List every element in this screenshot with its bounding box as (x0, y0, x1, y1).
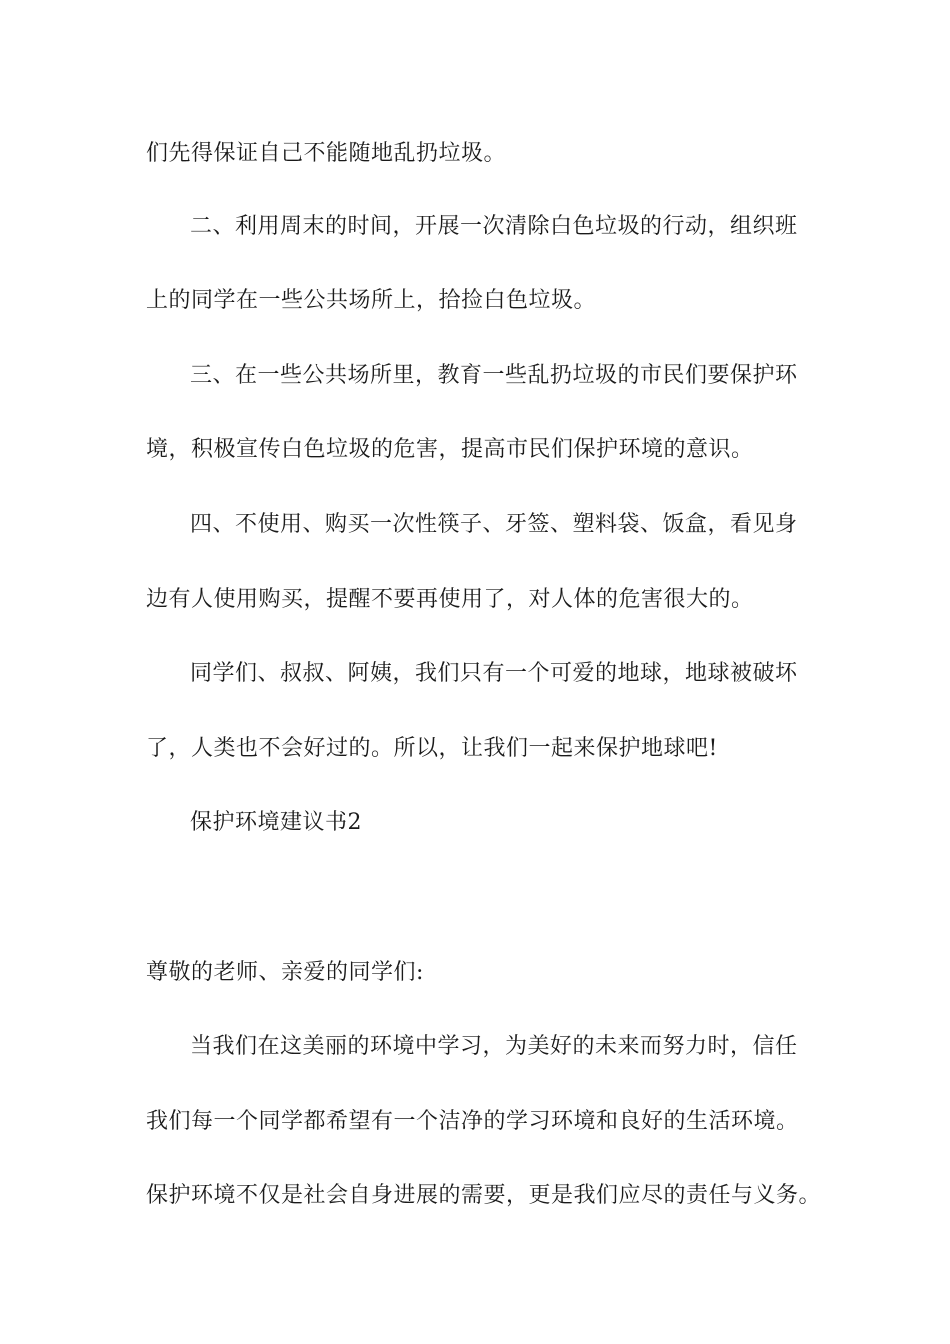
paragraph-line: 二、利用周末的时间，开展一次清除白色垃圾的行动，组织班 (190, 214, 798, 239)
paragraph-line: 四、不使用、购买一次性筷子、牙签、塑料袋、饭盒，看见身 (190, 512, 798, 537)
section-title: 保护环境建议书2 (190, 810, 362, 835)
salutation: 尊敬的老师、亲爱的同学们: (146, 960, 424, 985)
paragraph-line: 上的同学在一些公共场所上，拾捡白色垃圾。 (146, 288, 597, 313)
paragraph-line: 们先得保证自己不能随地乱扔垃圾。 (146, 141, 507, 166)
paragraph-line: 当我们在这美丽的环境中学习，为美好的未来而努力时，信任 (190, 1034, 798, 1059)
paragraph-line: 了，人类也不会好过的。所以，让我们一起来保护地球吧! (146, 736, 718, 761)
paragraph-line: 我们每一个同学都希望有一个洁净的学习环境和良好的生活环境。 (146, 1109, 799, 1134)
paragraph-line: 境，积极宣传白色垃圾的危害，提高市民们保护环境的意识。 (146, 437, 754, 462)
paragraph-line: 保护环境不仅是社会自身进展的需要，更是我们应尽的责任与义务。 (146, 1183, 822, 1208)
paragraph-line: 同学们、叔叔、阿姨，我们只有一个可爱的地球，地球被破坏 (190, 661, 798, 686)
paragraph-line: 三、在一些公共场所里，教育一些乱扔垃圾的市民们要保护环 (190, 363, 798, 388)
paragraph-line: 边有人使用购买，提醒不要再使用了，对人体的危害很大的。 (146, 587, 754, 612)
